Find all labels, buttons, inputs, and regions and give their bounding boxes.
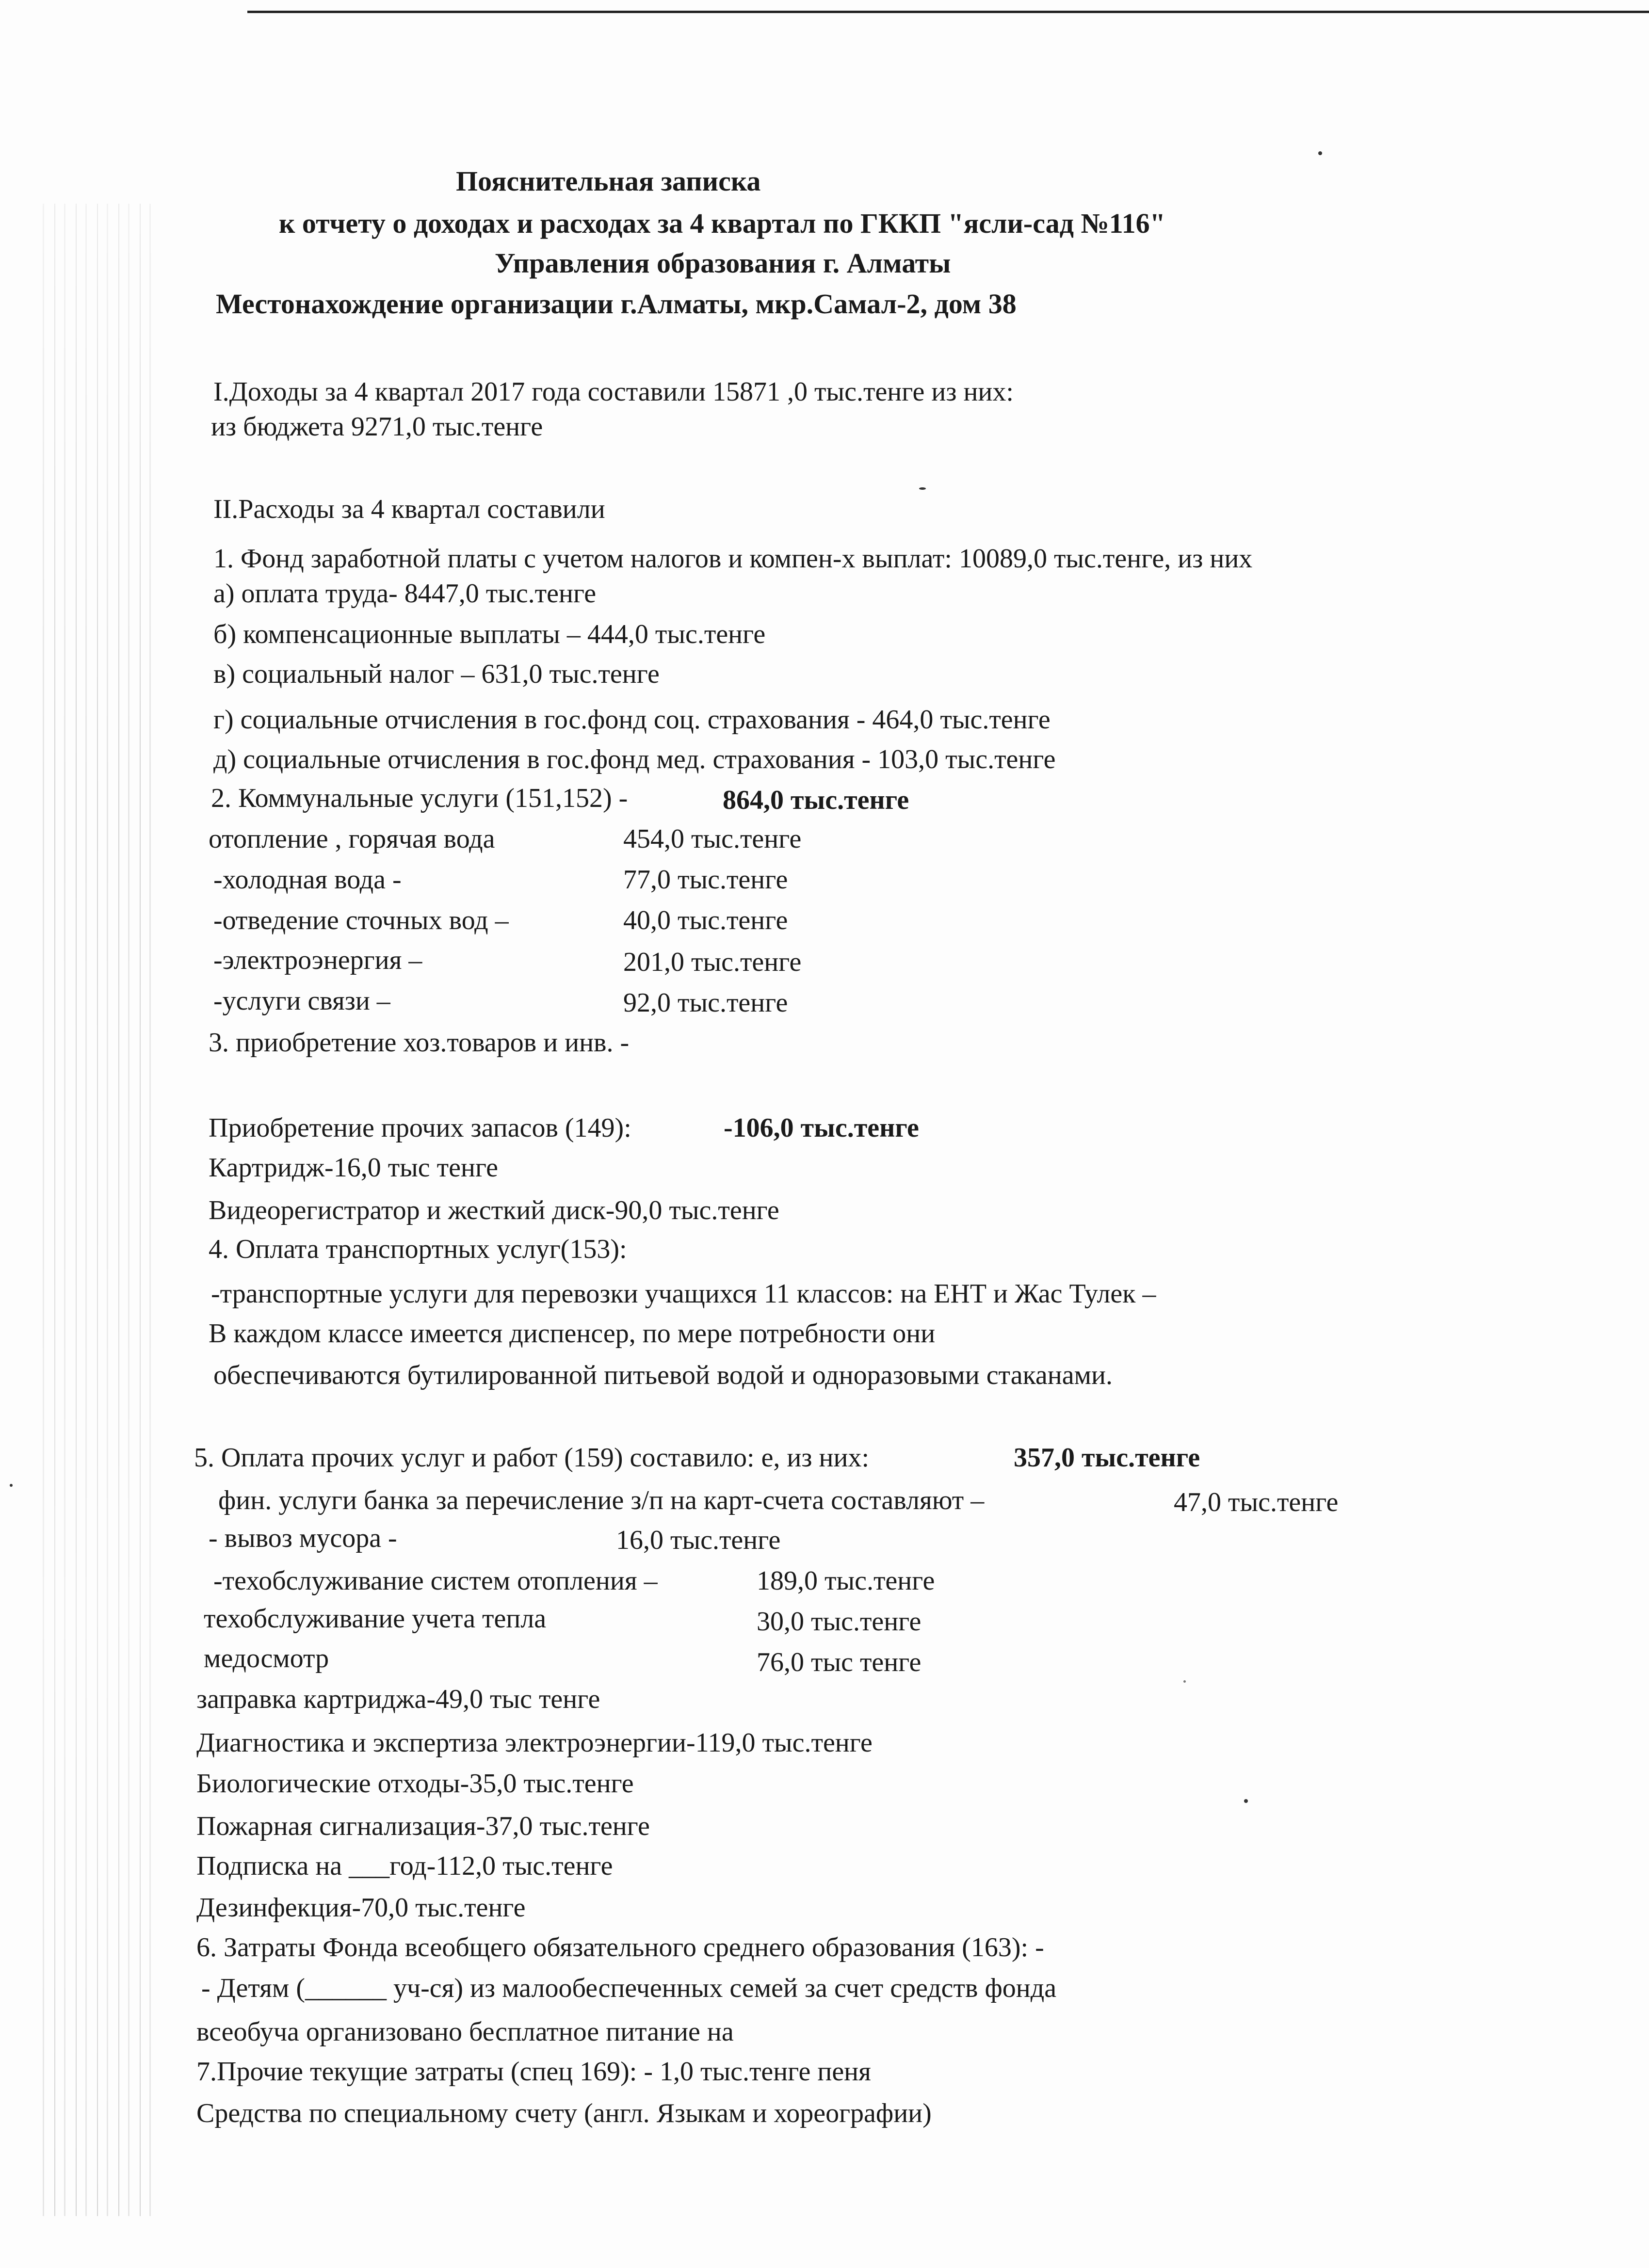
service-value: 76,0 тыс тенге <box>757 1647 922 1677</box>
service-extra: Подписка на ___год-112,0 тыс.тенге <box>196 1851 613 1881</box>
utility-value: 92,0 тыс.тенге <box>623 988 788 1018</box>
service-extra: Биологические отходы-35,0 тыс.тенге <box>196 1769 634 1799</box>
utility-label: -электроэнергия – <box>213 945 422 975</box>
transport-line: обеспечиваются бутилированной питьевой водой и одноразовыми стаканами. <box>213 1360 1113 1390</box>
payroll-item: г) социальные отчисления в гос.фонд соц. страхования - 464,0 тыс.тенге <box>213 705 1051 735</box>
payroll-item: б) компенсационные выплаты – 444,0 тыс.тенге <box>213 619 766 649</box>
payroll-item: д) социальные отчисления в гос.фонд мед. страхования - 103,0 тыс.тенге <box>213 744 1056 774</box>
doc-subtitle: к отчету о доходах и расходах за 4 квартал по ГККП "ясли-сад №116" <box>279 208 1165 239</box>
payroll-item: а) оплата труда- 8447,0 тыс.тенге <box>213 579 597 609</box>
service-extra: Диагностика и экспертиза электроэнергии-119,0 тыс.тенге <box>196 1728 873 1758</box>
speck <box>1183 1680 1186 1683</box>
speck <box>10 1484 13 1487</box>
service-label: - вывоз мусора - <box>209 1523 397 1553</box>
utilities-total: 864,0 тыс.тенге <box>723 785 909 815</box>
stock-item: Видеорегистратор и жесткий диск-90,0 тыс.тенге <box>209 1195 779 1225</box>
service-label: техобслуживание учета тепла <box>204 1604 547 1634</box>
service-value: 30,0 тыс.тенге <box>757 1607 922 1637</box>
income-budget-line: из бюджета 9271,0 тыс.тенге <box>211 412 543 442</box>
utility-value: 454,0 тыс.тенге <box>623 824 802 854</box>
scan-edge-top <box>247 11 1649 13</box>
transport-line: -транспортные услуги для перевозки учащихся 11 классов: на ЕНТ и Жас Тулек – <box>211 1279 1156 1309</box>
service-value: 189,0 тыс.тенге <box>757 1566 935 1596</box>
utility-label: -холодная вода - <box>213 865 402 895</box>
speck <box>919 487 926 490</box>
payroll-item: в) социальный налог – 631,0 тыс.тенге <box>213 659 660 689</box>
service-label: -техобслуживание систем отопления – <box>213 1566 658 1596</box>
service-extra: заправка картриджа-49,0 тыс тенге <box>196 1684 600 1714</box>
expenses-heading: II.Расходы за 4 квартал составили <box>213 494 605 524</box>
doc-title: Пояснительная записка <box>456 165 761 197</box>
income-line: I.Доходы за 4 квартал 2017 года составили 15871 ,0 тыс.тенге из них: <box>213 377 1014 407</box>
scan-noise-strip <box>34 204 160 2216</box>
special-account-line: Средства по специальному счету (англ. Языкам и хореографии) <box>196 2098 932 2128</box>
utilities-title: 2. Коммунальные услуги (151,152) - <box>211 783 628 813</box>
utility-value: 201,0 тыс.тенге <box>623 947 802 977</box>
doc-organization: Управления образования г. Алматы <box>495 247 951 279</box>
utility-value: 77,0 тыс.тенге <box>623 865 788 895</box>
fund-line: - Детям (______ уч-ся) из малообеспеченных семей за счет средств фонда <box>201 1973 1057 2003</box>
household-line: 3. приобретение хоз.товаров и инв. - <box>209 1028 630 1058</box>
service-extra: Пожарная сигнализация-37,0 тыс.тенге <box>196 1811 650 1841</box>
service-label: фин. услуги банка за перечисление з/п на карт-счета составляют – <box>218 1485 985 1515</box>
service-value: 47,0 тыс.тенге <box>1174 1487 1339 1517</box>
services-total: 357,0 тыс.тенге <box>1014 1443 1200 1473</box>
doc-location: Местонахождение организации г.Алматы, мкр.Самал-2, дом 38 <box>216 288 1017 320</box>
utility-value: 40,0 тыс.тенге <box>623 905 788 935</box>
fund-line: всеобуча организовано бесплатное питание на <box>196 2017 734 2047</box>
current-expenses-line: 7.Прочие текущие затраты (спец 169): - 1,0 тыс.тенге пеня <box>196 2057 871 2087</box>
speck <box>1244 1799 1248 1803</box>
service-extra: Дезинфекция-70,0 тыс.тенге <box>196 1893 526 1923</box>
stock-item: Картридж-16,0 тыс тенге <box>209 1153 499 1183</box>
payroll-title: 1. Фонд заработной платы с учетом налогов и компен-х выплат: 10089,0 тыс.тенге, из них <box>213 544 1253 574</box>
fund-title: 6. Затраты Фонда всеобщего обязательного среднего образования (163): - <box>196 1932 1044 1962</box>
utility-label: -услуги связи – <box>213 986 390 1016</box>
transport-title: 4. Оплата транспортных услуг(153): <box>209 1234 627 1264</box>
speck <box>1318 151 1322 155</box>
service-value: 16,0 тыс.тенге <box>616 1525 781 1555</box>
stock-total: -106,0 тыс.тенге <box>724 1113 919 1143</box>
services-title: 5. Оплата прочих услуг и работ (159) составило: е, из них: <box>194 1443 870 1473</box>
service-label: медосмотр <box>204 1643 329 1673</box>
utility-label: -отведение сточных вод – <box>213 905 509 935</box>
transport-line: В каждом классе имеется диспенсер, по мере потребности они <box>209 1319 936 1349</box>
stock-title: Приобретение прочих запасов (149): <box>209 1113 631 1143</box>
utility-label: отопление , горячая вода <box>209 824 495 854</box>
